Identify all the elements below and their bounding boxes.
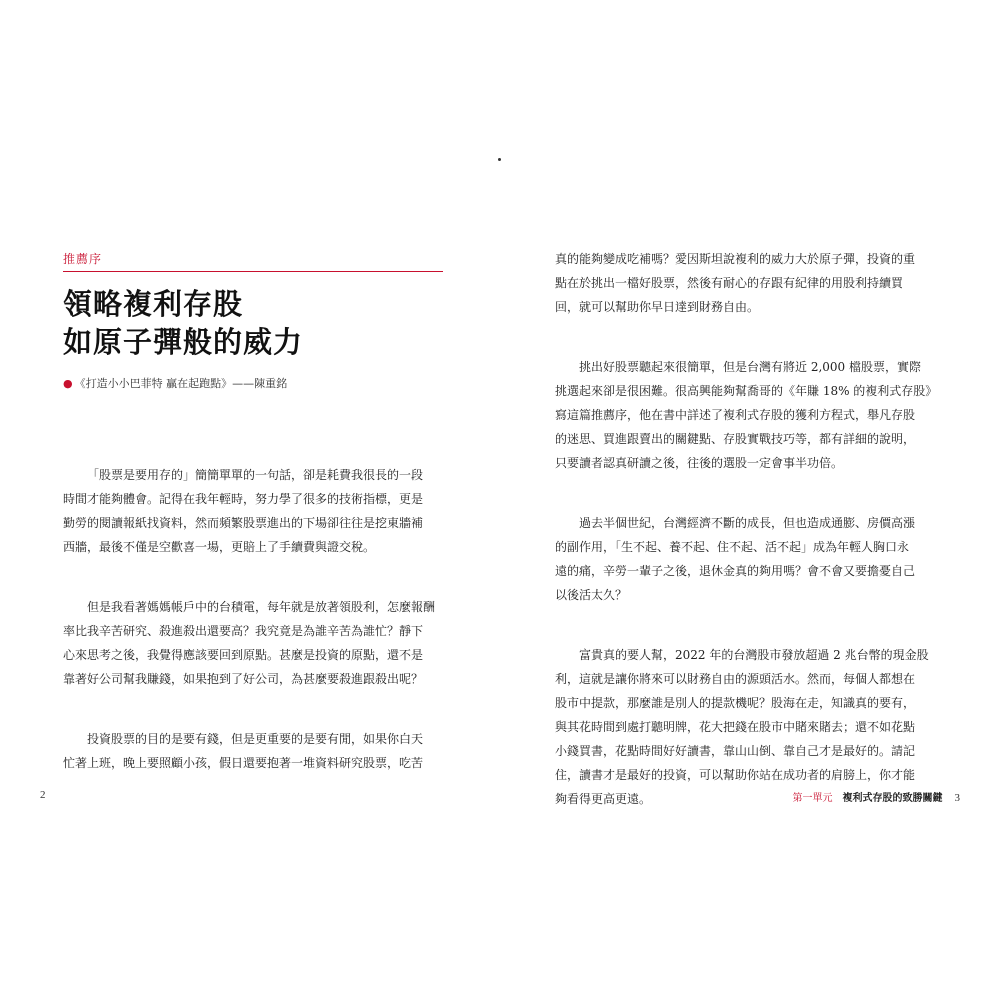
text-line: 投資股票的目的是要有錢，但是更重要的是要有閒，如果你白天 [87, 732, 424, 746]
text-line: 回，就可以幫助你早日達到財務自由。 [555, 300, 760, 314]
text-line: 靠著好公司幫我賺錢，如果抱到了好公司，為甚麼要殺進跟殺出呢？ [63, 672, 424, 686]
chapter-label: 第一單元 [792, 793, 833, 804]
title-line: 如原子彈般的威力 [63, 325, 304, 359]
text-line: 股市中提款，那麼誰是別人的提款機呢？股海在走，知識真的要有， [555, 696, 916, 710]
byline [63, 375, 287, 391]
paragraph [63, 727, 453, 775]
text-line: 小錢買書，花點時間好好讀書，靠山山倒、靠自己才是最好的。請記 [555, 744, 916, 758]
text-line: 「股票是要用存的」簡簡單單的一句話，卻是耗費我很長的一段 [87, 468, 424, 482]
section-rule [63, 271, 443, 272]
text-line: 點在於挑出一檔好股票，然後有耐心的存跟有紀律的用股利持續買 [555, 276, 904, 290]
byline-text: 《打造小小巴菲特 贏在起跑點》——陳重銘 [74, 377, 288, 390]
text-line: 的迷思、買進跟賣出的關鍵點、存股實戰技巧等，都有詳細的說明， [555, 432, 916, 446]
paragraph [555, 355, 950, 475]
page-number: 2 [40, 789, 46, 801]
text-line: 夠看得更高更遠。 [555, 792, 652, 806]
right-body [555, 247, 950, 847]
text-line: 只要讀者認真研讀之後，往後的選股一定會事半功倍。 [555, 456, 844, 470]
text-line: 率比我辛苦研究、殺進殺出還要高？我究竟是為誰辛苦為誰忙？靜下 [63, 624, 424, 638]
text-line: 與其花時間到處打聽明牌，花大把錢在股市中賭來賭去；還不如花點 [555, 720, 916, 734]
text-line: 挑選起來卻是很困難。很高興能夠幫喬哥的《年賺 18% 的複利式存股》 [555, 384, 938, 398]
section-label: 推薦序 [63, 252, 103, 266]
text-line: 時間才能夠體會。記得在我年輕時，努力學了很多的技術指標，更是 [63, 492, 424, 506]
text-line: 忙著上班，晚上要照顧小孩，假日還要抱著一堆資料研究股票，吃苦 [63, 756, 424, 770]
text-line: 西牆，最後不僅是空歡喜一場，更賠上了手續費與證交稅。 [63, 540, 376, 554]
text-line: 真的能夠變成吃補嗎？愛因斯坦說複利的威力大於原子彈，投資的重 [555, 252, 916, 266]
text-line: 富貴真的要人幫，2022 年的台灣股市發放超過 2 兆台幣的現金股 [579, 648, 929, 662]
text-line: 的副作用，「生不起、養不起、住不起、活不起」成為年輕人胸口永 [555, 540, 910, 554]
text-line: 住，讀書才是最好的投資，可以幫助你站在成功者的肩膀上，你才能 [555, 768, 916, 782]
text-line: 利，這就是讓你將來可以財務自由的源頭活水。然而，每個人都想在 [555, 672, 916, 686]
paragraph [555, 643, 950, 811]
page-number: 3 [954, 792, 960, 804]
paragraph [555, 247, 950, 319]
text-line: 過去半個世紀，台灣經濟不斷的成長，但也造成通膨、房價高漲 [579, 516, 916, 530]
running-footer [793, 789, 961, 804]
paragraph [63, 595, 453, 691]
right-page [500, 0, 1000, 1000]
text-line: 心來思考之後，我覺得應該要回到原點。甚麼是投資的原點，還不是 [63, 648, 424, 662]
text-line: 勤勞的閱讀報紙找資料，然而頻繁股票進出的下場卻往往是挖東牆補 [63, 516, 424, 530]
text-line: 挑出好股票聽起來很簡單，但是台灣有將近 2,000 檔股票，實際 [579, 360, 921, 374]
title-line: 領略複利存股 [63, 287, 244, 321]
paragraph [555, 511, 950, 607]
text-line: 以後活太久？ [555, 588, 628, 602]
page-title [63, 285, 303, 361]
paragraph [63, 463, 453, 559]
text-line: 但是我看著媽媽帳戶中的台積電，每年就是放著領股利，怎麼報酬 [87, 600, 436, 614]
left-body [63, 463, 453, 811]
text-line: 遠的痛，辛勞一輩子之後，退休金真的夠用嗎？會不會又要擔憂自己 [555, 564, 916, 578]
running-head: 複利式存股的致勝關鍵 [842, 793, 943, 804]
text-line: 寫這篇推薦序，他在書中詳述了複利式存股的獲利方程式，舉凡存股 [555, 408, 916, 422]
bullet-icon: ● [63, 377, 73, 390]
